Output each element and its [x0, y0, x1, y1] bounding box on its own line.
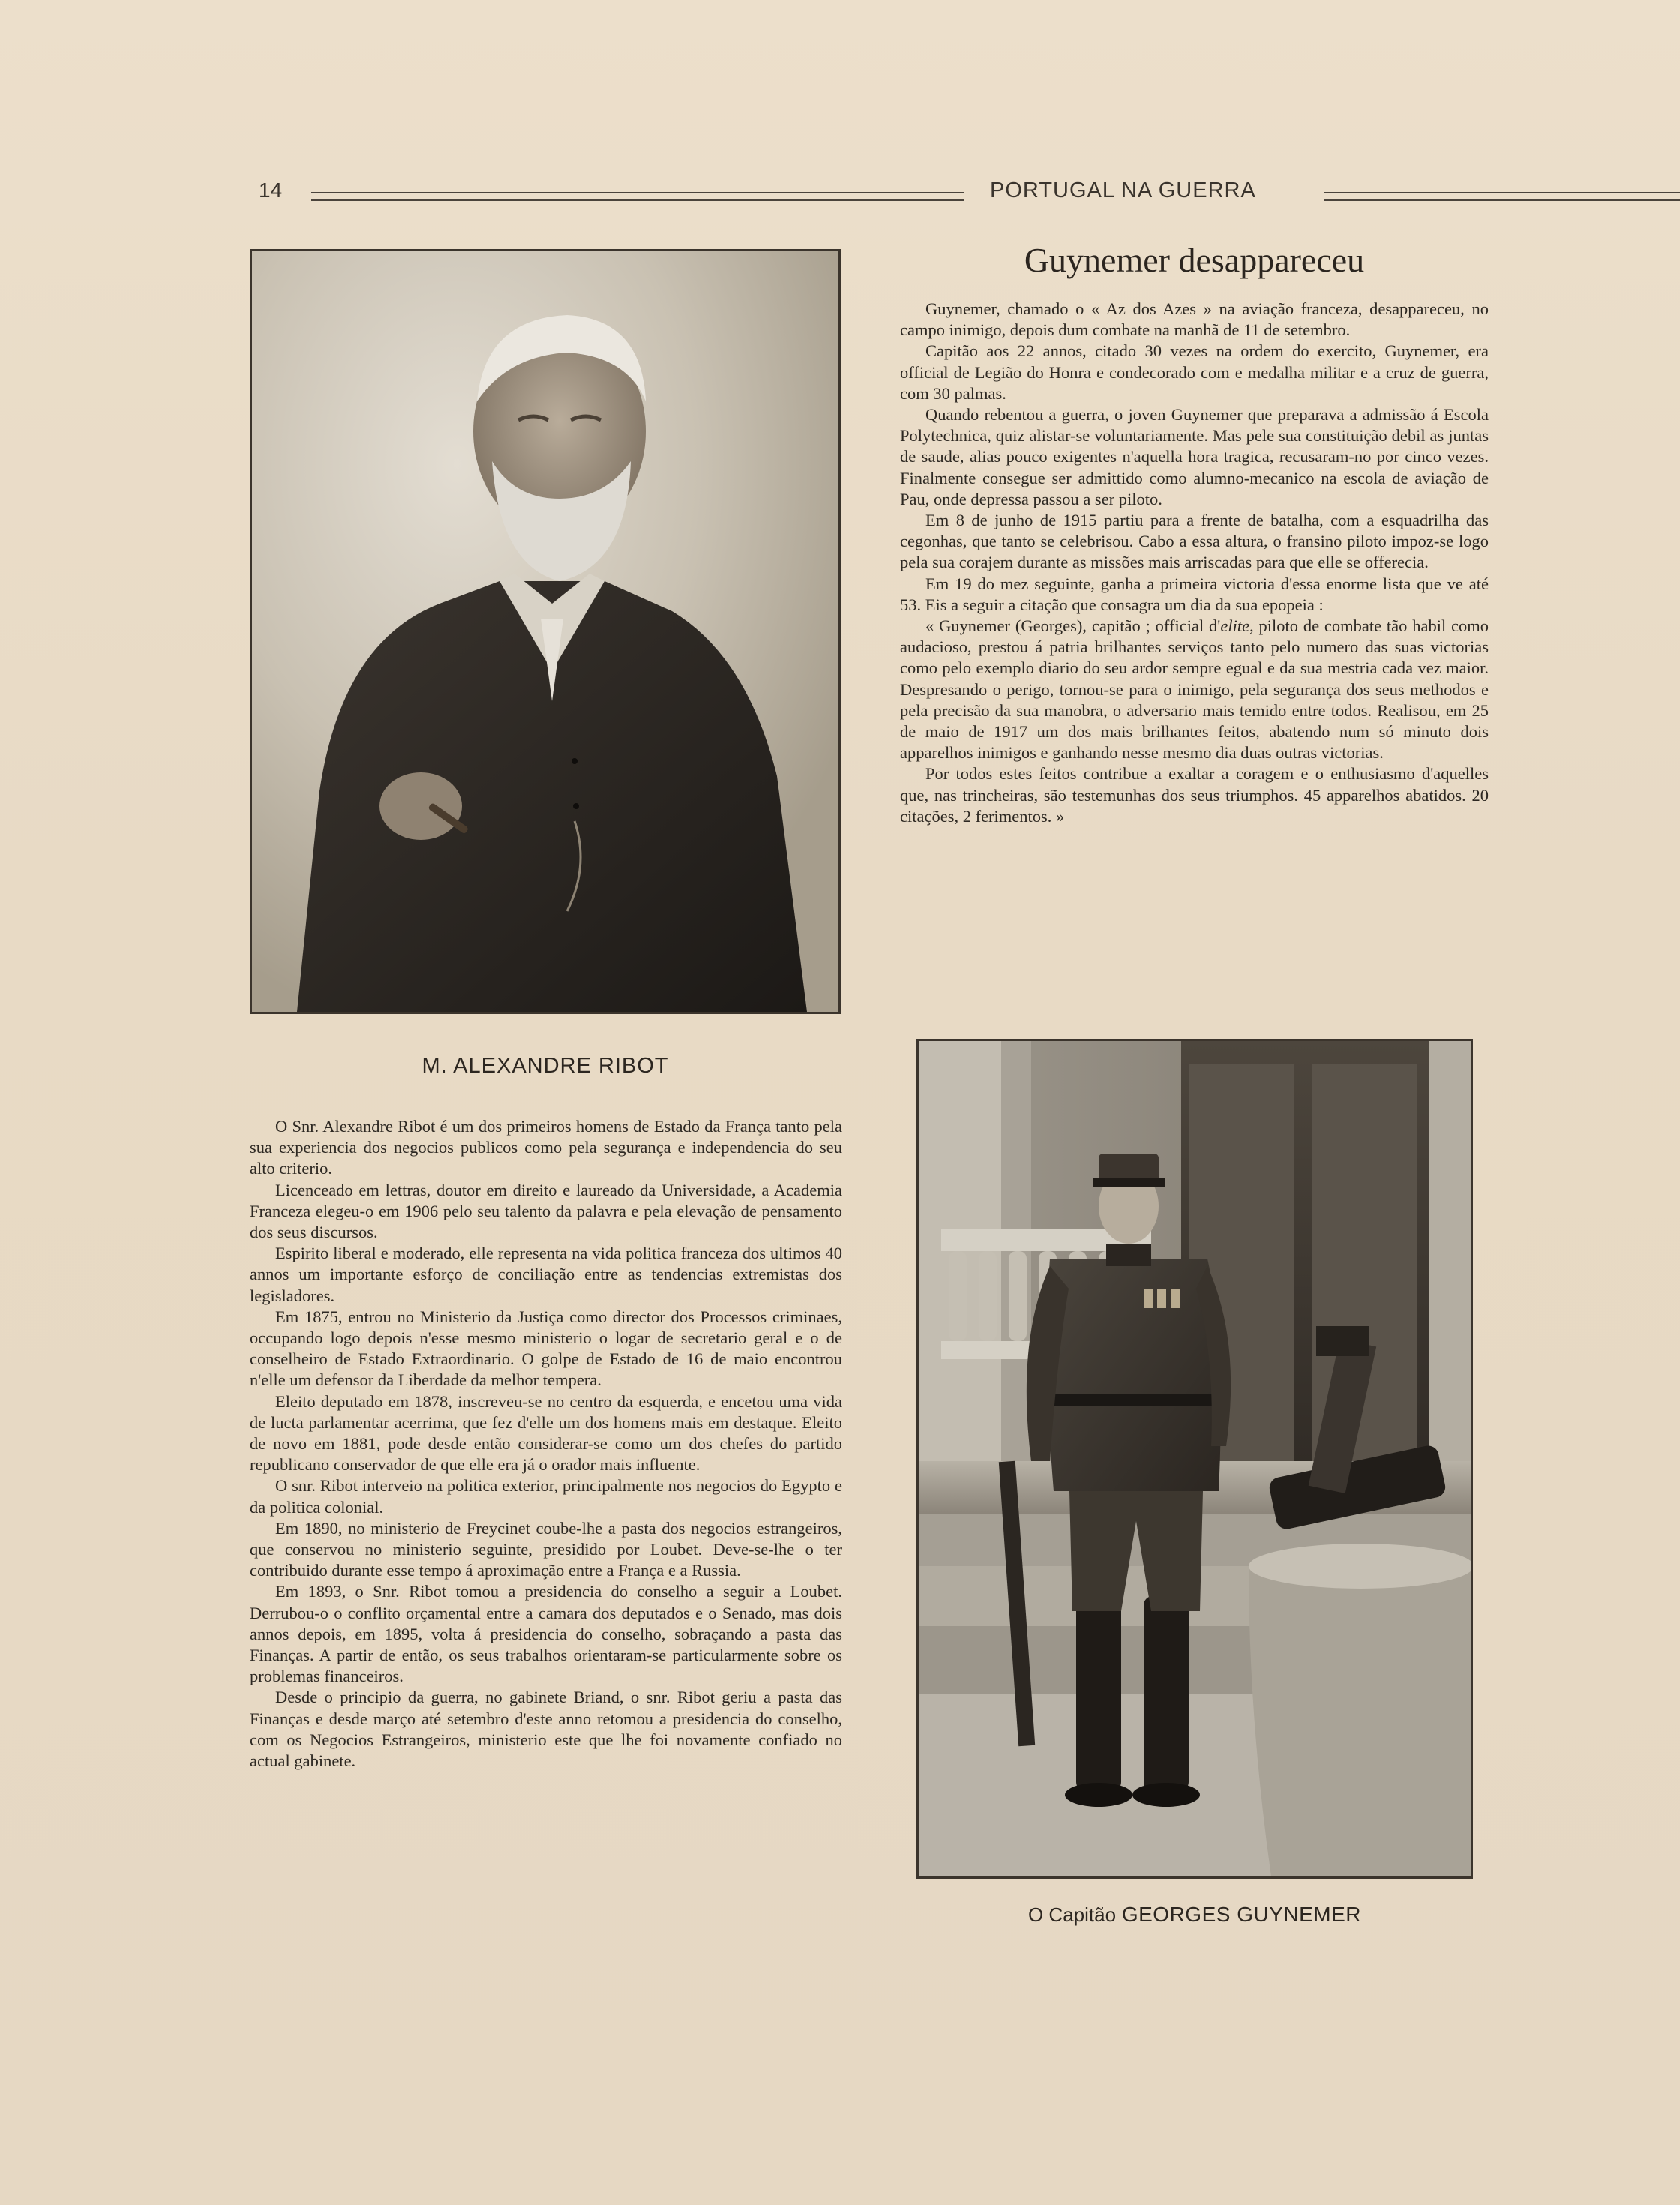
guynemer-citation	[900, 616, 1489, 764]
page-number: 14	[259, 178, 283, 202]
header-rule-left	[311, 192, 964, 201]
ribot-paragraph: Em 1875, entrou no Ministerio da Justiça como director dos Processos criminaes, occupando logo depois n'esse mesmo ministerio o logar de secretario geral e o de conselheiro de Estado Extraordinario. O golpe de Estado de 16 de maio encontrou n'elle um defensor da Liberdade da melhor tempera.	[250, 1306, 842, 1390]
citation-text-start: « Guynemer (Georges), capitão ; official d'	[926, 616, 1221, 636]
guynemer-photo	[916, 1039, 1473, 1879]
guynemer-paragraph: Em 8 de junho de 1915 partiu para a frente de batalha, com a esquadrilha das cegonhas, que tanto se celebrisou. Cabo a essa altura, o fransino piloto impoz-se logo pela sua corajem durante as missões mais arriscadas para que elle se offerecia.	[900, 511, 1489, 572]
journal-title: PORTUGAL NA GUERRA	[990, 178, 1256, 202]
ribot-paragraph: Eleito deputado em 1878, inscreveu-se no centro da esquerda, e encetou uma vida de lucta parlamentar acerrima, que fez d'elle um dos homens mais em destaque. Eleito de novo em 1881, pode desde então considerar-se como um dos chefes do partido republicano conservador de que elle era já o orador mais influente.	[250, 1391, 842, 1474]
guynemer-paragraph: Guynemer, chamado o « Az dos Azes » na aviação franceza, desappareceu, no campo inimigo, depois dum combate na manhã de 11 de setembro.	[900, 299, 1489, 340]
guynemer-paragraph: Por todos estes feitos contribue a exaltar a coragem e o enthusiasmo d'aquelles que, nas trincheiras, são testemunhas dos seus triumphos. 45 apparelhos abatidos. 20 citações, 2 ferimentos. »	[900, 764, 1489, 826]
ribot-paragraph: Desde o principio da guerra, no gabinete Briand, o snr. Ribot geriu a pasta das Finanças e desde março até setembro d'este anno retomou a presidencia do conselho, com os Negocios Estrangeiros, ministerio este que lhe foi novamente confiado no actual gabinete.	[250, 1688, 842, 1771]
ribot-paragraph: Licenceado em lettras, doutor em direito e laureado da Universidade, a Academia Franceza elegeu-o em 1906 pelo seu talento da palavra e pela elevação de pensamento dos seus discursos.	[250, 1180, 842, 1242]
ribot-paragraph: O snr. Ribot interveio na politica exterior, principalmente nos negocios do Egypto e da politica colonial.	[250, 1476, 842, 1516]
header-rule-right	[1324, 192, 1680, 201]
caption-prefix: O Capitão	[1028, 1904, 1117, 1926]
guynemer-paragraph: Quando rebentou a guerra, o joven Guynemer que preparava a admissão á Escola Polytechnica, quiz alistar-se voluntariamente. Mas pele sua constituição debil as juntas de saude, alias pouco exigentes n'aquella hora tragica, recusaram-no por cinco vezes. Finalmente consegue ser admittido como alumno-mecanico na escola de aviação de Pau, onde depressa passou a ser piloto.	[900, 405, 1489, 508]
ribot-paragraph: Espirito liberal e moderado, elle representa na vida politica franceza dos ultimos 40 annos um importante esforço de conciliação entre as tendencias extremistas dos legisladores.	[250, 1244, 842, 1305]
ribot-paragraph: O Snr. Alexandre Ribot é um dos primeiros homens de Estado da França tanto pela sua experiencia dos negocios publicos como pela segurança e independencia do seu alto criterio.	[250, 1117, 842, 1178]
guynemer-article-title: Guynemer desappareceu	[1024, 241, 1365, 279]
ribot-paragraph: Em 1893, o Snr. Ribot tomou a presidencia do conselho a seguir a Loubet. Derrubou-o o conflito orçamental entre a camara dos deputados e o Senado, mas dois annos depois, em 1895, volta á presidencia do conselho, sobraçando a pasta das Finanças. A partir de então, os seus trabalhos orientaram-se particularmente sobre os problemas financeiros.	[250, 1582, 842, 1686]
ribot-paragraph: Em 1890, no ministerio de Freycinet coube-lhe a pasta dos negocios estrangeiros, que conservou no ministerio seguinte, presidido por Loubet. Deve-se-lhe o ter contribuido durante esse tempo á aproximação entre a França e a Russia.	[250, 1518, 842, 1580]
citation-italic-word: elite	[1220, 616, 1250, 636]
guynemer-paragraph: Em 19 do mez seguinte, ganha a primeira victoria d'essa enorme lista que ve até 53. Eis a seguir a citação que consagra um dia da sua epopeia :	[900, 574, 1489, 614]
guynemer-paragraph: Capitão aos 22 annos, citado 30 vezes na ordem do exercito, Guynemer, era official de Legião do Honra e condecorado com e medalha militar e a cruz de guerra, com 30 palmas.	[900, 341, 1489, 403]
running-head	[259, 178, 1489, 208]
ribot-article	[250, 1116, 842, 1772]
citation-text-end: , piloto de combate tão habil como audacioso, prestou á patria brilhantes serviços tanto pelo numero das suas victorias como pelo exemplo diario do seu ardor sempre egual e da sua mestria cada vez maior. Despresando o perigo, tornou-se para o inimigo, pela segurança dos seus methodos e pela precisão da sua manobra, o adversario mais temido entre todos. Realisou, em 25 de maio de 1917 um dos mais brilhantes feitos, abatendo num só minuto dois apparelhos inimigos e ganhando nesse mesmo dia duas outras victorias.	[900, 616, 1489, 763]
ribot-portrait-photo	[250, 249, 841, 1014]
guynemer-photo-caption	[916, 1903, 1473, 1927]
portrait-caption: M. ALEXANDRE RIBOT	[422, 1054, 669, 1078]
caption-name: GEORGES GUYNEMER	[1121, 1903, 1362, 1926]
guynemer-article	[900, 298, 1489, 827]
